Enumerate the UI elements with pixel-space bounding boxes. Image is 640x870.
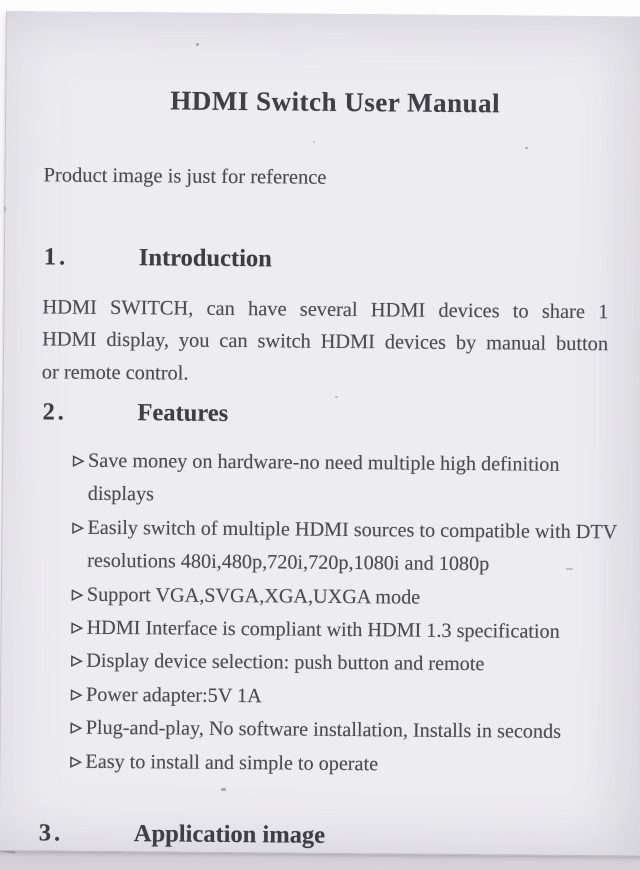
feature-text: Power adapter:5V 1A <box>85 683 262 708</box>
features-list <box>68 445 619 784</box>
feature-item <box>68 745 616 783</box>
paragraph-line: HDMI display, you can switch HDMI devices by manual button <box>42 328 609 356</box>
section-title: Introduction <box>138 244 272 273</box>
paragraph-line: or remote control. <box>41 360 189 385</box>
feature-item <box>71 445 620 517</box>
arrowhead-right-icon <box>70 511 87 545</box>
arrowhead-right-icon <box>71 445 88 479</box>
arrowhead-right-icon <box>68 745 85 779</box>
arrowhead-right-icon <box>69 678 86 712</box>
paper-speck <box>221 788 226 791</box>
section-title: Features <box>137 399 229 427</box>
section-number: 2. <box>42 398 67 426</box>
paper-speck <box>313 141 315 143</box>
section-number: 1. <box>43 243 69 271</box>
reference-note: Product image is just for reference <box>43 164 327 189</box>
arrowhead-right-icon <box>69 612 86 646</box>
arrowhead-right-icon <box>69 712 86 746</box>
paper-speck <box>4 206 6 212</box>
arrowhead-right-icon <box>70 578 87 612</box>
feature-text: Easy to install and simple to operate <box>85 750 379 775</box>
feature-item <box>69 712 617 750</box>
feature-text: Display device selection: push button and remote <box>86 650 485 676</box>
paper-speck <box>566 568 573 570</box>
section-heading-introduction <box>44 243 272 273</box>
feature-item <box>70 578 618 616</box>
section-number: 3. <box>38 819 64 847</box>
arrowhead-right-icon <box>69 645 86 679</box>
feature-item <box>69 612 617 650</box>
paper-speck <box>335 396 338 398</box>
feature-item <box>69 645 617 683</box>
section-title: Application image <box>133 820 326 849</box>
feature-text: Support VGA,SVGA,XGA,UXGA mode <box>86 583 421 609</box>
page-title: HDMI Switch User Manual <box>170 85 501 119</box>
paper-speck <box>525 147 528 149</box>
manual-page <box>0 11 640 857</box>
feature-text: Save money on hardware-no need multiple high definition displays <box>87 449 560 506</box>
introduction-paragraph <box>42 291 609 393</box>
paragraph-line: HDMI SWITCH, can have several HDMI devices to share 1 <box>42 296 609 324</box>
feature-text: Plug-and-play, No software installation, Installs in seconds <box>85 716 562 744</box>
feature-item <box>70 511 619 583</box>
feature-text: Easily switch of multiple HDMI sources to compatible with DTV resolutions 480i,480p,720i,720p,1080i and 1080p <box>87 516 618 576</box>
section-heading-application-image <box>39 819 325 849</box>
paper-speck <box>196 43 199 46</box>
section-heading-features <box>42 398 228 428</box>
feature-item <box>69 678 617 716</box>
feature-text: HDMI Interface is compliant with HDMI 1.3 specification <box>86 616 560 643</box>
